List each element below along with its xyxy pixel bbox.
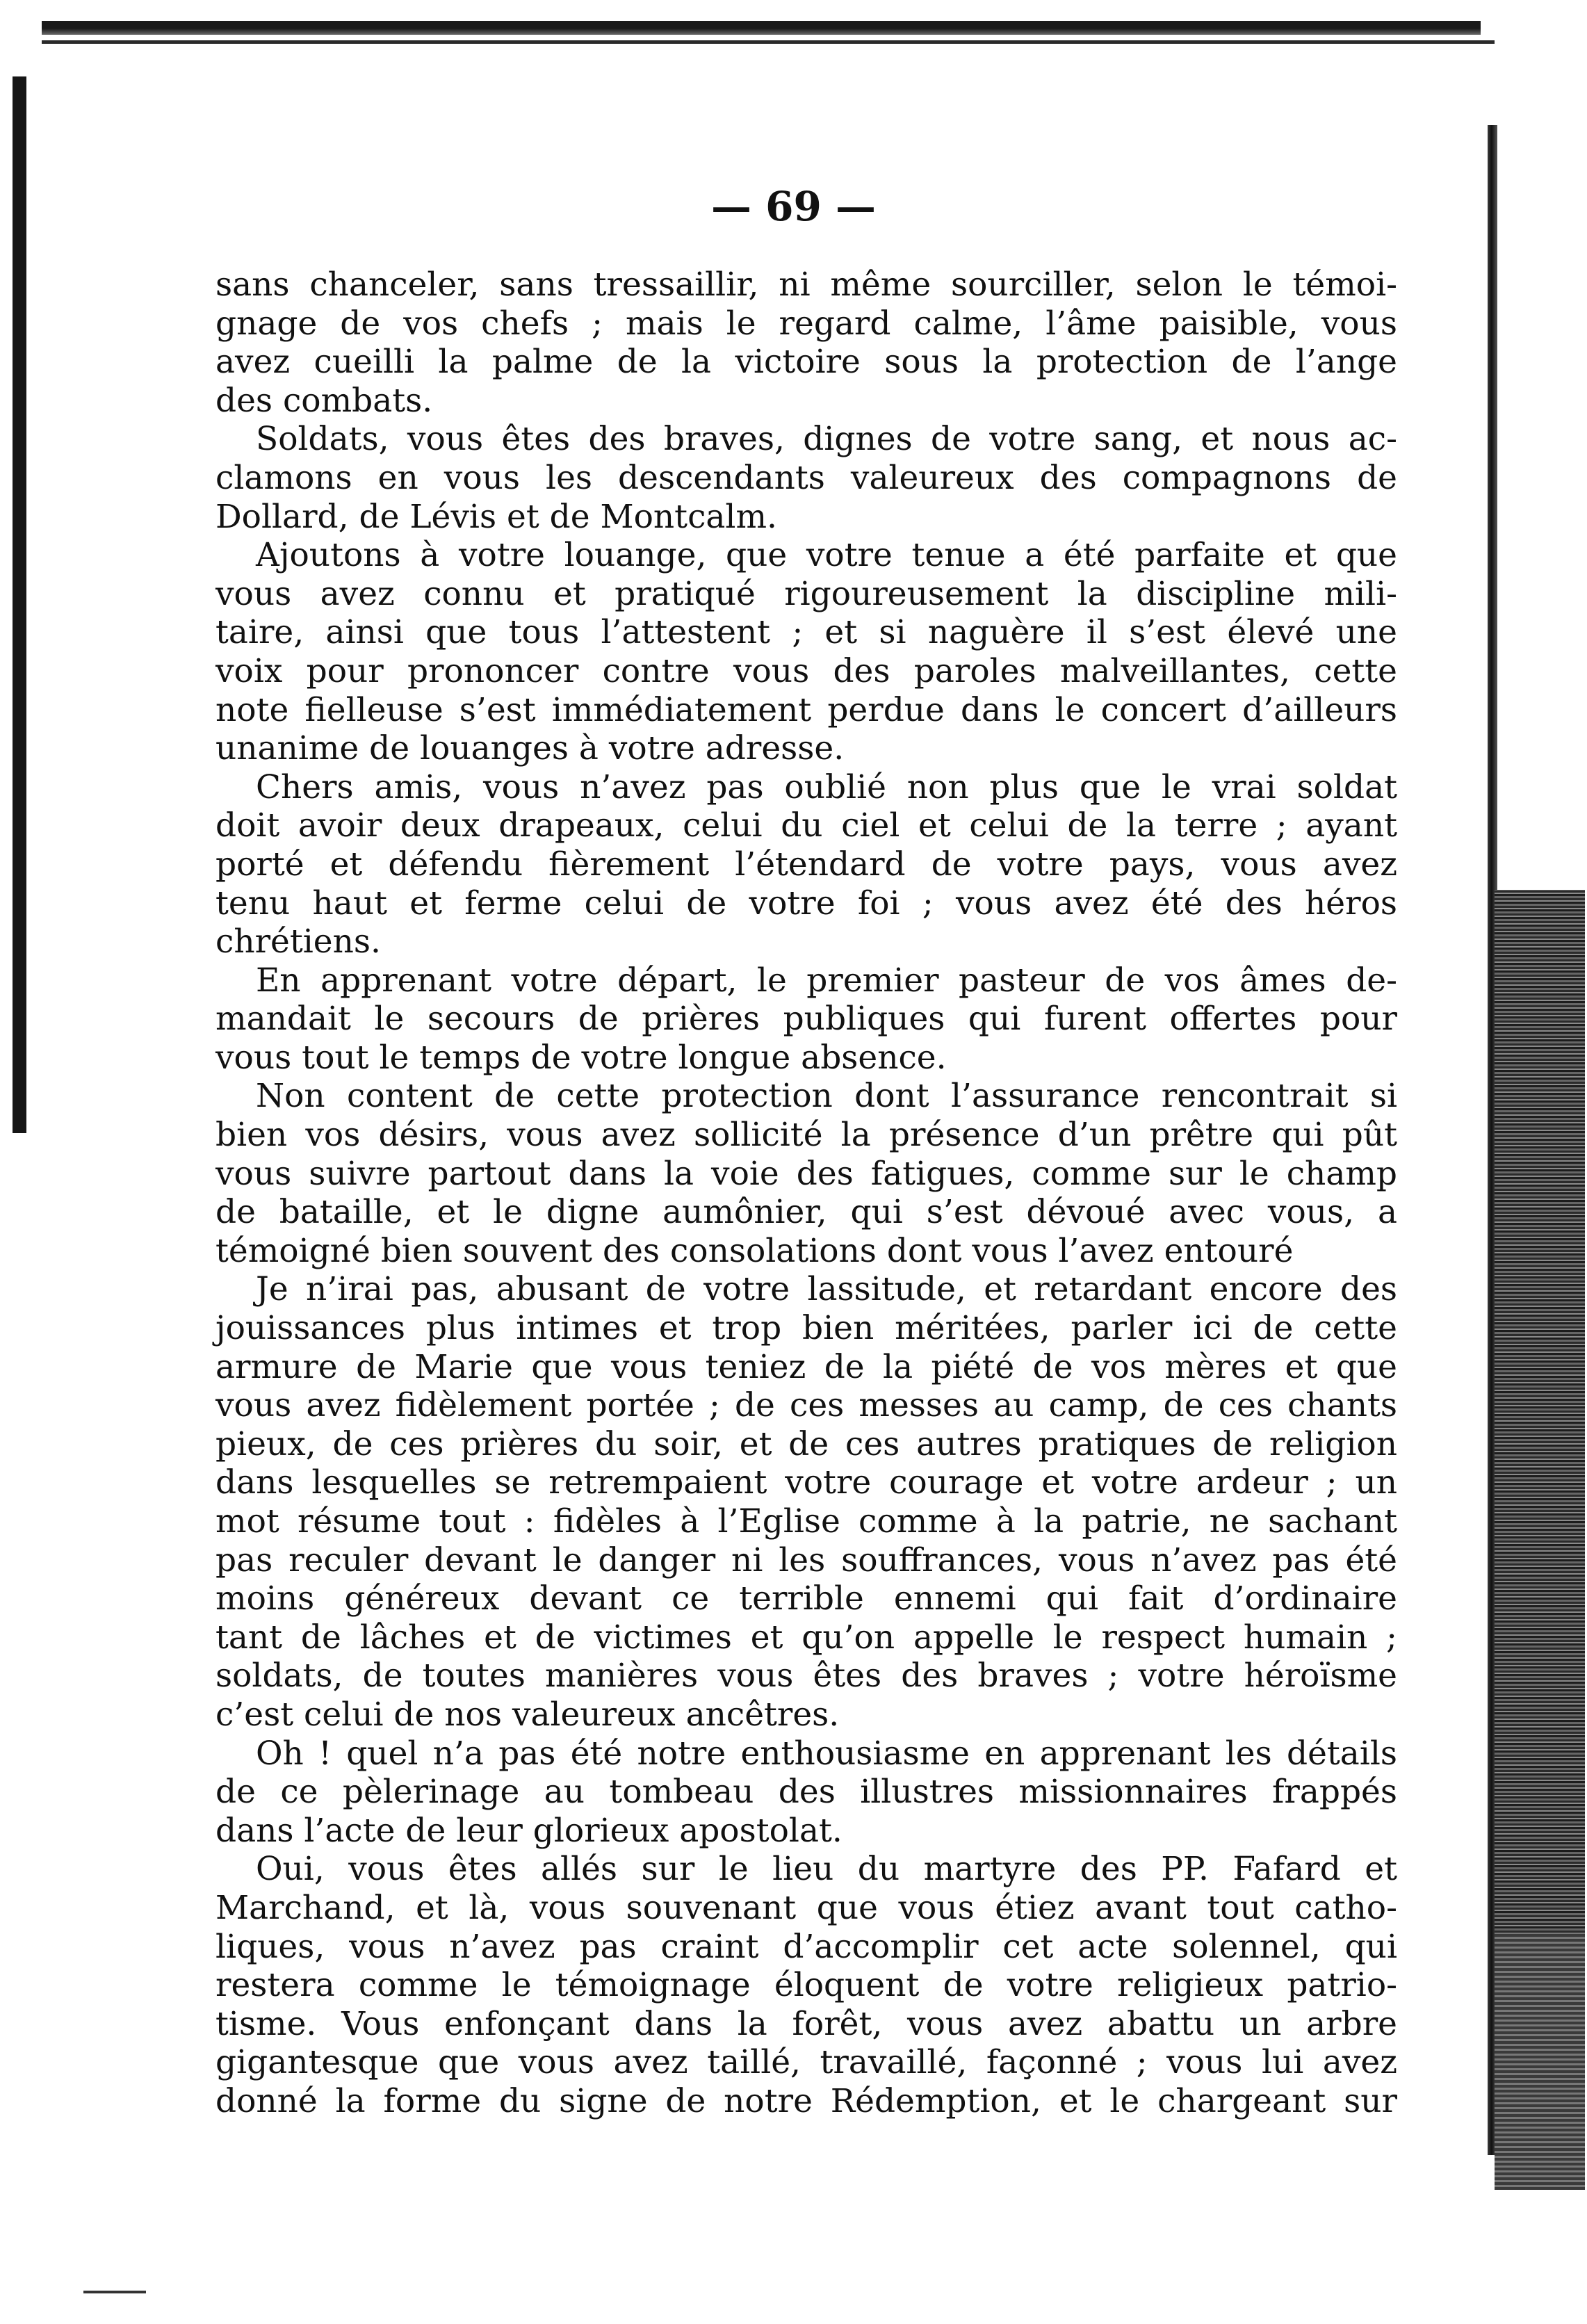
text-line: jouissances plus intimes et trop bien méritées, parler ici de cette — [215, 1309, 1397, 1348]
text-line: Ajoutons à votre louange, que votre tenue a été parfaite et que — [256, 536, 1397, 575]
text-line: mandait le secours de prières publiques qui furent offertes pour — [215, 1000, 1397, 1039]
text-line: voix pour prononcer contre vous des paroles malveillantes, cette — [215, 651, 1397, 690]
text-line: Chers amis, vous n’avez pas oublié non plus que le vrai soldat — [256, 767, 1397, 806]
text-line: clamons en vous les descendants valeureux des compagnons de — [215, 458, 1397, 497]
text-line: pas reculer devant le danger ni les souffrances, vous n’avez pas été — [215, 1541, 1397, 1579]
text-line: Oui, vous êtes allés sur le lieu du martyre des PP. Fafard et — [256, 1850, 1397, 1889]
text-line: Oh ! quel n’a pas été notre enthousiasme en apprenant les détails — [256, 1734, 1397, 1773]
text-line: doit avoir deux drapeaux, celui du ciel et celui de la terre ; ayant — [215, 806, 1397, 845]
text-line: Soldats, vous êtes des braves, dignes de votre sang, et nous ac- — [256, 420, 1397, 459]
scan-right-margin-noise-lower — [1495, 1933, 1585, 2190]
text-line: gnage de vos chefs ; mais le regard calme, l’âme paisible, vous — [215, 304, 1397, 343]
text-line: vous avez connu et pratiqué rigoureusement la discipline mili- — [215, 574, 1397, 613]
text-line: unanime de louanges à votre adresse. — [215, 729, 845, 768]
text-line: soldats, de toutes manières vous êtes des braves ; votre héroïsme — [215, 1657, 1397, 1696]
text-line: donné la forme du signe de notre Rédemption, et le chargeant sur — [215, 2081, 1397, 2120]
text-line: En apprenant votre départ, le premier pasteur de vos âmes de- — [256, 961, 1397, 1000]
page-number: — 69 — — [710, 183, 877, 230]
text-line: gigantesque que vous avez taillé, travaillé, façonné ; vous lui avez — [215, 2043, 1397, 2082]
text-line: témoigné bien souvent des consolations dont vous l’avez entouré — [215, 1231, 1294, 1270]
text-line: Marchand, et là, vous souvenant que vous étiez avant tout catho- — [215, 1888, 1397, 1927]
text-line: tenu haut et ferme celui de votre foi ; vous avez été des héros — [215, 884, 1397, 923]
text-line: porté et défendu fièrement l’étendard de votre pays, vous avez — [215, 845, 1397, 884]
text-line: vous tout le temps de votre longue absence. — [215, 1038, 947, 1077]
text-line: de ce pèlerinage au tombeau des illustres missionnaires frappés — [215, 1773, 1397, 1812]
text-line: taire, ainsi que tous l’attestent ; et si naguère il s’est élevé une — [215, 613, 1397, 652]
text-line: restera comme le témoignage éloquent de votre religieux patrio- — [215, 1966, 1397, 2005]
text-line: pieux, de ces prières du soir, et de ces autres pratiques de religion — [215, 1424, 1397, 1463]
scan-top-border-thin — [42, 40, 1495, 44]
scan-top-border — [42, 21, 1481, 35]
text-line: avez cueilli la palme de la victoire sous la protection de l’ange — [215, 343, 1397, 382]
text-line: des combats. — [215, 381, 433, 420]
text-line: dans l’acte de leur glorieux apostolat. — [215, 1811, 843, 1850]
text-line: de bataille, et le digne aumônier, qui s’est dévoué avec vous, a — [215, 1193, 1397, 1232]
text-line: liques, vous n’avez pas craint d’accomplir cet acte solennel, qui — [215, 1927, 1397, 1966]
text-line: chrétiens. — [215, 923, 381, 961]
text-line: dans lesquelles se retrempaient votre courage et votre ardeur ; un — [215, 1463, 1397, 1502]
text-line: Non content de cette protection dont l’assurance rencontrait si — [256, 1077, 1397, 1116]
text-line: armure de Marie que vous teniez de la piété de vos mères et que — [215, 1347, 1397, 1386]
text-line: c’est celui de nos valeureux ancêtres. — [215, 1695, 840, 1734]
scan-left-edge — [13, 76, 26, 1133]
text-line: vous avez fidèlement portée ; de ces messes au camp, de ces chants — [215, 1386, 1397, 1425]
body-text — [215, 266, 1397, 2121]
text-line: vous suivre partout dans la voie des fatigues, comme sur le champ — [215, 1154, 1397, 1193]
text-line: Dollard, de Lévis et de Montcalm. — [215, 497, 777, 536]
text-line: bien vos désirs, vous avez sollicité la présence d’un prêtre qui pût — [215, 1116, 1397, 1155]
text-line: tisme. Vous enfonçant dans la forêt, vous avez abattu un arbre — [215, 2004, 1397, 2043]
text-line: Je n’irai pas, abusant de votre lassitude, et retardant encore des — [256, 1270, 1397, 1309]
text-line: tant de lâches et de victimes et qu’on appelle le respect humain ; — [215, 1618, 1397, 1657]
text-line: note fielleuse s’est immédiatement perdue dans le concert d’ailleurs — [215, 690, 1397, 729]
scan-right-margin-noise — [1495, 890, 1585, 1933]
scan-bottom-mark — [83, 2291, 146, 2293]
text-line: mot résume tout : fidèles à l’Eglise comme à la patrie, ne sachant — [215, 1502, 1397, 1541]
text-line: sans chanceler, sans tressaillir, ni même sourciller, selon le témoi- — [215, 266, 1397, 304]
text-line: moins généreux devant ce terrible ennemi qui fait d’ordinaire — [215, 1579, 1397, 1618]
